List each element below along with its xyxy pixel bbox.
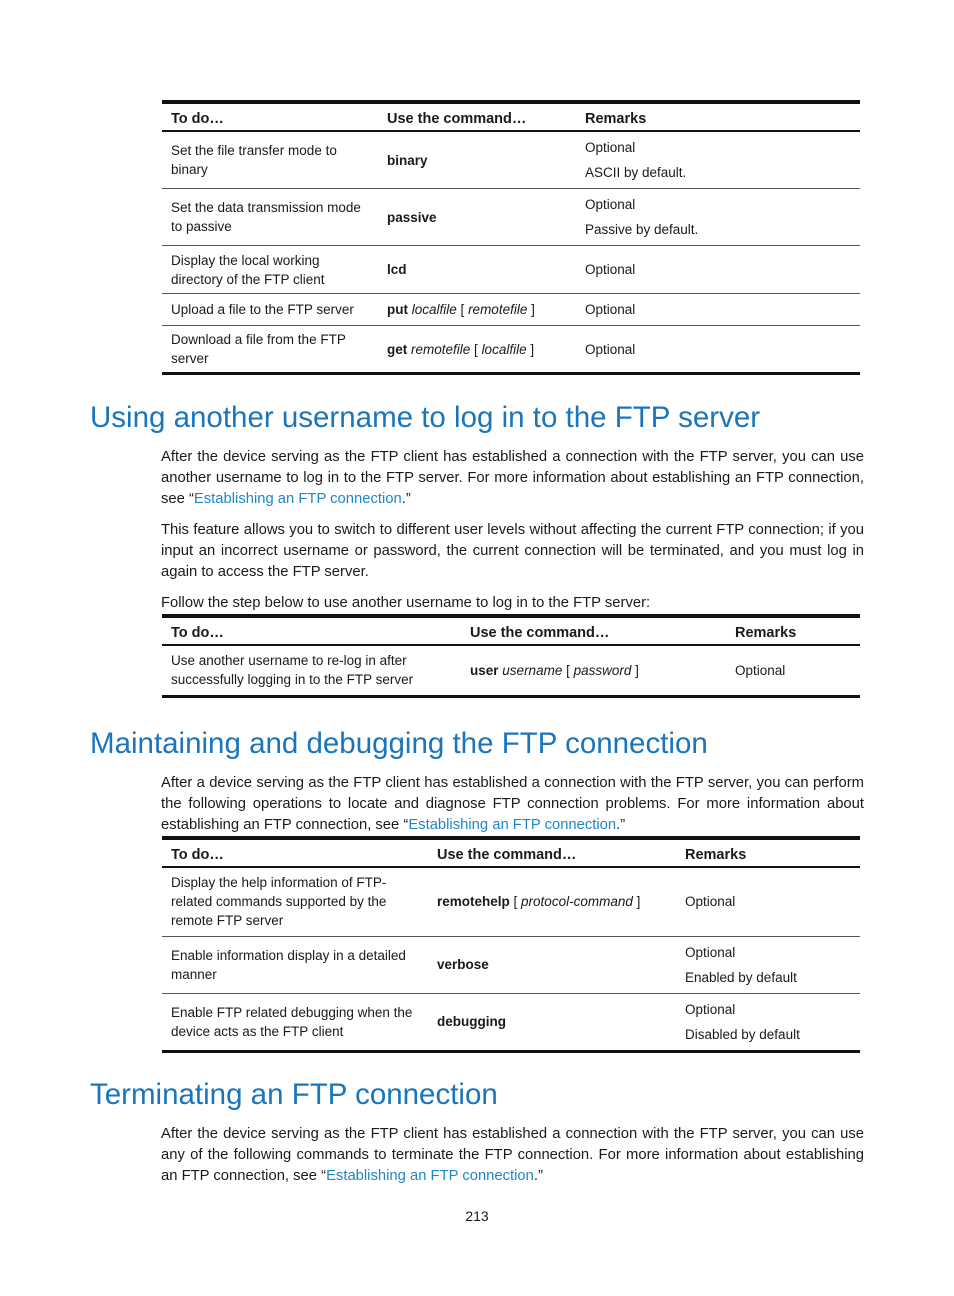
ftp-settings-table	[162, 100, 860, 375]
remarks-cell	[576, 294, 860, 326]
table-row	[162, 246, 860, 294]
todo-cell: Set the file transfer mode to binary	[162, 131, 378, 189]
section2-paragraph-1	[161, 773, 864, 836]
command-argument: username	[502, 662, 563, 678]
column-header-todo: To do…	[162, 838, 428, 867]
table-row	[162, 936, 860, 993]
paragraph-text: After the device serving as the FTP client has established a connection with the FTP server, you can use another username to log in to the FTP server. For more information about establishing an FTP connection, see “	[161, 449, 864, 507]
command-cell	[378, 131, 576, 189]
remark-line: Optional	[585, 341, 636, 357]
establishing-ftp-connection-link[interactable]: Establishing an FTP connection	[193, 491, 402, 507]
todo-cell: Upload a file to the FTP server	[162, 294, 378, 326]
relogin-table	[162, 614, 860, 698]
paragraph-text: After a device serving as the FTP client has established a connection with the FTP server, you can perform the following operations to locate and diagnose FTP connection problems. For more information about establishing an FTP connection, see “	[161, 775, 864, 833]
todo-cell: Enable information display in a detailed manner	[162, 936, 428, 993]
establishing-ftp-connection-link[interactable]: Establishing an FTP connection	[408, 817, 617, 833]
remark-line: Optional	[685, 1001, 736, 1017]
table-row	[162, 294, 860, 326]
section3-paragraph-1	[161, 1124, 864, 1187]
section-heading-terminating: Terminating an FTP connection	[90, 1078, 498, 1111]
table-row	[162, 326, 860, 374]
remarks-cell	[676, 936, 860, 993]
todo-cell: Enable FTP related debugging when the device acts as the FTP client	[162, 993, 428, 1051]
section1-paragraph-3: Follow the step below to use another username to log in to the FTP server:	[161, 595, 651, 611]
table-row	[162, 867, 860, 936]
todo-cell: Display the help information of FTP-related commands supported by the remote FTP server	[162, 867, 428, 936]
command-keyword: binary	[387, 152, 428, 168]
command-keyword: remotehelp	[437, 894, 510, 910]
todo-cell: Use another username to re-log in after successfully logging in to the FTP server	[162, 645, 461, 696]
remark-line: ASCII by default.	[585, 165, 687, 180]
paragraph-text: .”	[533, 1168, 543, 1184]
remark-line: Optional	[685, 944, 736, 960]
debugging-table	[162, 836, 860, 1053]
section1-paragraph-1	[161, 447, 864, 510]
section1-paragraph-2: This feature allows you to switch to different user levels without affecting the current FTP connection; if you input an incorrect username or password, the current connection will be terminated, and you must log in again to access the FTP server.	[161, 522, 864, 580]
command-cell: user username [ password ]	[461, 645, 726, 696]
todo-cell: Display the local working directory of the FTP client	[162, 246, 378, 294]
command-argument: localfile	[411, 302, 457, 317]
remarks-cell	[576, 246, 860, 294]
command-keyword: lcd	[387, 262, 407, 277]
command-cell	[378, 189, 576, 246]
command-keyword: user	[470, 662, 499, 678]
remark-line: Optional	[685, 894, 736, 910]
column-header-command: Use the command…	[461, 616, 726, 645]
column-header-remarks: Remarks	[676, 838, 860, 867]
command-keyword: verbose	[437, 957, 489, 972]
remarks-cell	[576, 131, 860, 189]
remark-line: Disabled by default	[685, 1026, 800, 1042]
section-heading-another-username: Using another username to log in to the FTP server	[90, 401, 761, 434]
table-row	[162, 189, 860, 246]
column-header-todo: To do…	[162, 102, 378, 131]
establishing-ftp-connection-link[interactable]: Establishing an FTP connection	[326, 1168, 534, 1184]
remark-line: Optional	[585, 262, 636, 277]
todo-cell: Set the data transmission mode to passive	[162, 189, 378, 246]
command-argument: remotefile	[411, 341, 471, 357]
command-keyword: put	[387, 302, 408, 317]
remarks-cell	[676, 993, 860, 1051]
remarks-cell	[676, 867, 860, 936]
table-header-row	[162, 838, 860, 867]
command-cell	[428, 993, 676, 1051]
command-keyword: passive	[387, 209, 437, 225]
remark-line: Optional	[585, 302, 636, 317]
table-header-row	[162, 102, 860, 131]
paragraph-text: .”	[616, 817, 626, 833]
column-header-remarks: Remarks	[576, 102, 860, 131]
column-header-todo: To do…	[162, 616, 461, 645]
table-row	[162, 645, 860, 696]
command-argument: protocol-command	[521, 894, 633, 910]
command-cell	[378, 246, 576, 294]
command-cell	[428, 936, 676, 993]
remarks-cell	[576, 189, 860, 246]
command-cell: remotehelp [ protocol-command ]	[428, 867, 676, 936]
remark-line: Optional	[735, 662, 786, 678]
remarks-cell	[576, 326, 860, 374]
remark-line: Optional	[585, 197, 636, 212]
column-header-remarks: Remarks	[726, 616, 860, 645]
command-keyword: debugging	[437, 1014, 506, 1029]
todo-cell: Download a file from the FTP server	[162, 326, 378, 374]
table-row	[162, 131, 860, 189]
section-heading-maintaining-debugging: Maintaining and debugging the FTP connection	[90, 727, 708, 760]
page-number: 213	[465, 1208, 489, 1224]
command-argument: localfile	[481, 341, 527, 357]
command-keyword: get	[387, 341, 408, 357]
table-row	[162, 993, 860, 1051]
table-header-row	[162, 616, 860, 645]
remark-line: Passive by default.	[585, 222, 699, 237]
command-cell: get remotefile [ localfile ]	[378, 326, 576, 374]
column-header-command: Use the command…	[428, 838, 676, 867]
remark-line: Enabled by default	[685, 969, 797, 985]
command-argument: password	[573, 662, 632, 678]
remark-line: Optional	[585, 140, 636, 155]
paragraph-text: .”	[401, 491, 411, 507]
column-header-command: Use the command…	[378, 102, 576, 131]
paragraph-text: After the device serving as the FTP client has established a connection with the FTP server, you can use any of the following commands to terminate the FTP connection. For more information about establishing an FTP connection, see “	[161, 1126, 864, 1184]
remarks-cell	[726, 645, 860, 696]
command-cell: put localfile [ remotefile ]	[378, 294, 576, 326]
command-argument: remotefile	[468, 302, 528, 317]
